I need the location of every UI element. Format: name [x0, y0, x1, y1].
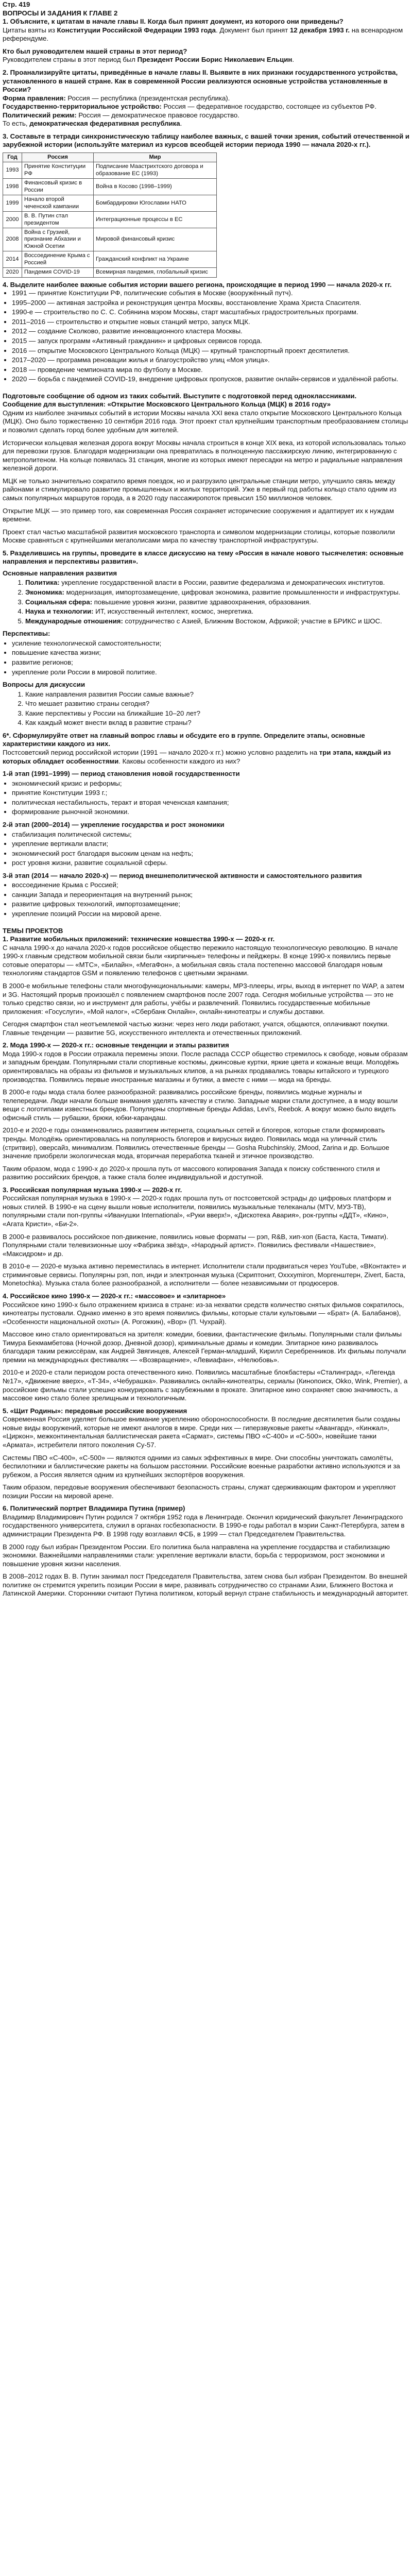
project-paragraph: Системы ПВО «С-400», «С-500» — являются одними из самых эффективных в мире. Они способны уничтожать самолёты, беспилотники и баллистические ракеты на большом расстоянии. Российские военные разработки активно используются и за рубежом, а Россия является одним из крупнейших экспортёров вооружения. [3, 1453, 400, 1479]
list-item: 4. Наука и технологии: ИТ, искусственный интеллект, космос, энергетика. [25, 607, 409, 616]
list-item: • 2020 — борьба с пандемией COVID-19, внедрение цифровых пропусков, развитие онлайн-сервисов и удалённой работы. [12, 375, 409, 384]
stage-list [3, 831, 409, 868]
list-item: • экономический рост благодаря высоким ценам на нефть; [12, 850, 409, 858]
world-cell: Подписание Маастрихтского договора и образование ЕС (1993) [94, 162, 217, 179]
projects-title: ТЕМЫ ПРОЕКТОВ [3, 926, 63, 935]
project-paragraph: С начала 1990-х до начала 2020-х годов российское общество пережило настоящую технологическую революцию. В начале 1990-х главным средством мобильной связи были «кирпичные» телефоны и пейджеры. В конце 1990-х появились первые сотовые операторы — «МТС», «Билайн», «МегаФон», а мобильная связь стала постепенно массовой благодаря новым технологиям стандартов GSM и появлению телефонов с цветными экранами. [3, 943, 398, 977]
question-6: 6*. Сформулируйте ответ на главный вопрос главы и обсудите его в группе. Определите этапы, основные характеристики каждого из них. [3, 731, 365, 748]
project-paragraph: 2010-е и 2020-е годы ознаменовались развитием интернета, социальных сетей и блогеров, которые стали формировать тренды. Молодёжь ориентировалась на популярность блогеров и вирусных видео. Появилась мода на уличный стиль (стритвир), оверсайз, минимализм. Появились отечественные бренды — Gosha Rubchinskiy, 2Mood, Zarina и др. Большое значение приобрели экологическая мода, вторичная переработка тканей и этичное производство. [3, 1126, 389, 1160]
list-item: • 2011–2016 — строительство и открытие новых станций метро, запуск МЦК. [12, 318, 409, 327]
perspectives-title: Перспективы: [3, 630, 50, 638]
stage-list [3, 881, 409, 918]
project-heading: 6. Политический портрет Владимира Путина (пример) [3, 1504, 185, 1513]
list-item: 1. Какие направления развития России самые важные? [25, 690, 409, 699]
list-item: • развитие цифровых технологий, импортозамещение; [12, 900, 409, 909]
project-paragraph: В 2000 году был избран Президентом России. Его политика была направлена на укрепление государства и стабилизацию экономики. Важнейшими направлениями стали: укрепление вертикали власти, борьба с терроризмом, рост экономики и повышение уровня жизни населения. [3, 1543, 390, 1568]
year-cell: 2000 [3, 212, 22, 228]
world-cell: Мировой финансовый кризис [94, 228, 217, 251]
project-heading: 5. «Щит Родины»: передовые российские вооружения [3, 1406, 187, 1415]
project-paragraph: Современная Россия уделяет большое внимание укреплению обороноспособности. В последние десятилетия были созданы новые виды вооружений, которые не имеют аналогов в мире. Среди них — гиперзвуковые ракеты «Авангард», «Кинжал», «Циркон», межконтинентальная баллистическая ракета «Сармат», системы ПВО «С-400» и «С-500», новейшие танки «Армата», истребители пятого поколения Су-57. [3, 1415, 400, 1449]
question-2: 2. Проанализируйте цитаты, приведённые в начале главы II. Выявите в них признаки государственного устройства, установленного в нашей стране. Как в современной России реализуются основные устройства установленные в России? [3, 68, 398, 94]
question-1b: Кто был руководителем нашей страны в этот период? [3, 47, 187, 55]
table-row [3, 212, 217, 228]
list-item: • воссоединение Крыма с Россией; [12, 881, 409, 890]
report-paragraph: Открытие МЦК — это пример того, как современная Россия сохраняет исторические сооружения и адаптирует их к нуждам времени. [3, 506, 394, 523]
table-header: Россия [22, 153, 94, 162]
question-3: 3. Составьте в тетради синхронистическую таблицу наиболее важных, с вашей точки зрения, событий отечественной и зарубежной истории (используйте материал из курсов всеобщей истории периода 1990 — начала 2020-х гг.). [3, 132, 409, 149]
russia-cell: Принятие Конституции РФ [22, 162, 94, 179]
project-paragraph: Российская популярная музыка в 1990-х — 2020-х годах прошла путь от постсоветской эстрады до цифровых платформ и новых стилей. В 1990-е на сцену вышли новые исполнители, появились музыкальные телеканалы (MTV, МУЗ-ТВ), популярными стали поп-группы «Иванушки International», «Руки вверх!», «Дискотека Авария», рок-группы «ДДТ», «Кино», «Агата Кристи», «Би-2». [3, 1194, 391, 1228]
list-item: • укрепление роли России в мировой политике. [12, 668, 409, 677]
russia-cell: Финансовый кризис в России [22, 179, 94, 195]
list-item: • формирование рыночной экономики. [12, 808, 409, 817]
project-paragraph: Владимир Владимирович Путин родился 7 октября 1952 года в Ленинграде. Окончил юридический факультет Ленинградского государственного университета, служил в органах госбезопасности. В 1990-е годы работал в мэрии Санкт-Петербурга, затем в администрации Президента РФ. В 1998 году возглавил ФСБ, в 1999 — стал Председателем Правительства. [3, 1513, 405, 1538]
table-row [3, 228, 217, 251]
list-item: 3. Социальная сфера: повышение уровня жизни, развитие здравоохранения, образования. [25, 598, 409, 607]
discussion-questions-title: Вопросы для дискуссии [3, 681, 85, 689]
table-row [3, 162, 217, 179]
answer-6-intro: Постсоветский период российской истории (1991 — начало 2020-х гг.) можно условно разделить на три этапа, каждый из которых обладает особенностями. Каковы особенности каждого из них? [3, 749, 391, 765]
project-heading: 2. Мода 1990-х — 2020-х гг.: основные тенденции и этапы развития [3, 1041, 229, 1049]
project-heading: 4. Российское кино 1990-х — 2020-х гг.: «массовое» и «элитарное» [3, 1292, 226, 1300]
discussion-questions-list [3, 690, 409, 727]
world-cell: Всемирная пандемия, глобальный кризис [94, 268, 217, 277]
project-paragraph: В 2008–2012 годах В. В. Путин занимал пост Председателя Правительства, затем снова был избран Президентом. Во внешней политике он стремится укрепить позиции России в мире, развивать сотрудничество со странами Азии, Ближнего Востока и Латинской Америки. Сторонники считают Путина политиком, который вернул стране стабильность и международный авторитет. [3, 1572, 409, 1598]
project-paragraph: В 2000-е годы мода стала более разнообразной: развивались российские бренды, появились модные журналы и телепередачи. Люди начали больше внимания уделять качеству и стилю. Западные марки стали доступнее, а в моду вошли вещи с логотипами известных брендов. Популярны спортивные бренды Adidas, Levi's, Reebok. А вокруг можно было видеть офисный стиль — рубашки, брюки, юбки-карандаш. [3, 1088, 398, 1122]
table-row [3, 268, 217, 277]
list-item: • политическая нестабильность, теракт и вторая чеченская кампания; [12, 799, 409, 807]
project-paragraph: В 2010-е — 2020-е музыка активно переместилась в интернет. Исполнители стали продвигаться через YouTube, «ВКонтакте» и стриминговые сервисы. Популярны рэп, поп, инди и электронная музыка (Скриптонит, Oxxxymiron, Моргенштерн, Zivert, Баста, Monetochka). Музыка стала более разнообразной, а исполнители — более независимыми от продюсеров. [3, 1262, 406, 1287]
list-item: • повышение качества жизни; [12, 649, 409, 657]
russia-cell: Воссоединение Крыма с Россией [22, 251, 94, 268]
list-item: • рост уровня жизни, развитие социальной сферы. [12, 859, 409, 868]
year-cell: 2020 [3, 268, 22, 277]
list-item: • 1990-е — строительство по С. С. Собянина мэром Москвы, старт масштабных градостроительных программ. [12, 308, 409, 317]
synchronistic-table [3, 152, 217, 278]
year-cell: 1999 [3, 195, 22, 212]
year-cell: 2008 [3, 228, 22, 251]
year-cell: 1993 [3, 162, 22, 179]
table-header-row [3, 153, 217, 162]
list-item: • 1991 — принятие Конституции РФ, политические события в Москве (вооружённый путч). [12, 289, 409, 298]
russia-cell: В. В. Путин стал президентом [22, 212, 94, 228]
list-item: • 2017–2020 — программа реновации жилья и благоустройство улиц «Моя улица». [12, 356, 409, 365]
list-item: • 2018 — проведение чемпионата мира по футболу в Москве. [12, 366, 409, 375]
list-item: 3. Какие перспективы у России на ближайшие 10–20 лет? [25, 709, 409, 718]
report-title: Сообщение для выступления: «Открытие Московского Центрального Кольца (МЦК) в 2016 году» [3, 400, 331, 409]
question-4: 4. Выделите наиболее важные события истории вашего региона, происходящие в период 1990 — начала 2020-х гг. [3, 280, 392, 289]
page-title: ВОПРОСЫ И ЗАДАНИЯ К ГЛАВЕ 2 [3, 9, 118, 17]
project-paragraph: Массовое кино стало ориентироваться на зрителя: комедии, боевики, фантастические фильмы. Популярными стали фильмы Тимура Бекмамбетова (Ночной дозор, Дневной дозор), криминальные драмы и комедии. Элитарное кино развивалось благодаря таким режиссёрам, как Андрей Звягинцев, Алексей Герман-младший, Кирилл Серебренников. Их фильмы получали премии на международных фестивалях — «Возвращение», «Левиафан», «Нелюбовь». [3, 1330, 406, 1364]
list-item: • 1995–2000 — активная застройка и реконструкция центра Москвы, восстановление Храма Христа Спасителя. [12, 299, 409, 308]
table-header: Мир [94, 153, 217, 162]
report-paragraph: Проект стал частью масштабной развития московского транспорта и символом модернизации столицы, которые позволили Москве сравняться с крупнейшими мегаполисами мира по качеству транспортной инфраструктуры. [3, 528, 395, 545]
list-item: • принятие Конституции 1993 г.; [12, 789, 409, 798]
world-cell: Бомбардировки Югославии НАТО [94, 195, 217, 212]
report-paragraph: Одним из наиболее значимых событий в истории Москвы начала XXI века стало открытие Московского Центрального Кольца (МЦК). Оно было торжественно 10 сентября 2016 года. Этот проект стал крупнейшим транспортным преобразованием столицы и позволил сделать город более удобным для жителей. [3, 409, 408, 434]
list-item: • укрепление вертикали власти; [12, 840, 409, 849]
world-cell: Война в Косово (1998–1999) [94, 179, 217, 195]
answer-2-line-4: То есть, демократическая федеративная республика. [3, 120, 182, 128]
list-item: 5. Международные отношения: сотрудничество с Азией, Ближним Востоком, Африкой; участие в БРИКС и ШОС. [25, 617, 409, 626]
year-cell: 1998 [3, 179, 22, 195]
directions-list [3, 579, 409, 625]
project-heading: 1. Развитие мобильных приложений: технические новшества 1990-х — 2020-х гг. [3, 935, 275, 943]
project-paragraph: Сегодня смартфон стал неотъемлемой частью жизни: через него люди работают, учатся, общаются, оплачивают покупки. Главные тенденции — развитие 5G, искусственного интеллекта и отечественных приложений. [3, 1020, 389, 1037]
list-item: • 2015 — запуск программ «Активный гражданин» и цифровых сервисов города. [12, 337, 409, 346]
world-cell: Интеграционные процессы в ЕС [94, 212, 217, 228]
table-row [3, 195, 217, 212]
russia-cell: Пандемия COVID-19 [22, 268, 94, 277]
russia-cell: Начало второй чеченской кампании [22, 195, 94, 212]
project-heading: 3. Российская популярная музыка 1990-х — 2020-х гг. [3, 1185, 182, 1194]
question-1: 1. Объясните, к цитатам в начале главы II. Когда был принят документ, из которого они приведены? [3, 18, 344, 26]
list-item: • экономический кризис и реформы; [12, 779, 409, 788]
answer-1b: Руководителем страны в этот период был Президент России Борис Николаевич Ельцин. [3, 56, 295, 64]
project-paragraph: Российское кино 1990-х было отражением кризиса в стране: из-за нехватки средств количество снятых фильмов сократилось, кинотеатры пустовали. Однако именно в это время появились фильмы, которые стали культовыми — «Брат» (А. Балабанов), «Особенности национальной охоты» (А. Рогожкин), «Вор» (П. Чухрай). [3, 1300, 404, 1326]
project-paragraph: Таким образом, передовые вооружения обеспечивают безопасность страны, служат сдерживающим фактором и укрепляют позиции России на мировой арене. [3, 1483, 396, 1500]
list-item: • 2012 — создание Сколково, развитие инновационного кластера Москвы. [12, 327, 409, 336]
project-paragraph: 2010-е и 2020-е стали периодом роста отечественного кино. Появились масштабные блокбастеры «Сталинград», «Легенда №17», «Движение вверх», «Т-34», «Чебурашка». Развивались онлайн-кинотеатры, сериалы (Кинопоиск, Okko, Wink, Premier), а российские фильмы стали успешно конкурировать с зарубежными в прокате. Элитарное кино сохраняет свою значимость, а массовое кино стало более зрелищным и технологичным. [3, 1368, 408, 1402]
region-events-list [3, 289, 409, 384]
list-item: 1. Политика: укрепление государственной власти в России, развитие федерализма и демократических институтов. [25, 579, 409, 587]
list-item: • развитие регионов; [12, 658, 409, 667]
list-item: • санкции Запада и переориентация на внутренний рынок; [12, 891, 409, 900]
project-paragraph: В 2000-е мобильные телефоны стали многофункциональными: камеры, MP3-плееры, игры, выход в интернет по WAP, а затем и 3G. Настоящий прорыв произошёл с появлением смартфонов после 2007 года. Сегодня мобильные устройства — это не только средство связи, но и инструмент для работы, учёбы и развлечений. Появились государственные мобильные приложения: «Госуслуги», «Мой налог», «Сбербанк Онлайн», онлайн-кинотеатры и службы доставки. [3, 981, 404, 1015]
question-5: 5. Разделившись на группы, проведите в классе дискуссию на тему «Россия в начале нового тысячелетия: основные направления и перспективы развития». [3, 549, 404, 566]
stage-title: 2-й этап (2000–2014) — укрепление государства и рост экономики [3, 820, 225, 828]
table-row [3, 251, 217, 268]
perspectives-list [3, 639, 409, 676]
stage-title: 1-й этап (1991–1999) — период становления новой государственности [3, 770, 240, 778]
question-4b: Подготовьте сообщение об одном из таких событий. Выступите с подготовкой перед одноклассниками. [3, 392, 357, 400]
year-cell: 2014 [3, 251, 22, 268]
list-item: 2. Экономика: модернизация, импортозамещение, цифровая экономика, развитие промышленности и инфраструктуры. [25, 588, 409, 597]
list-item: • стабилизация политической системы; [12, 831, 409, 839]
directions-title: Основные направления развития [3, 569, 117, 577]
stage-list [3, 779, 409, 817]
russia-cell: Война с Грузией, признание Абхазии и Южной Осетии [22, 228, 94, 251]
stage-title: 3-й этап (2014 — начало 2020-х) — период внешнеполитической активности и самостоятельного развития [3, 871, 362, 879]
project-paragraph: Таким образом, мода с 1990-х до 2020-х прошла путь от массового копирования Запада к поиску собственного стиля и развитию российских брендов, а также стала более индивидуальной и доступной. [3, 1164, 380, 1181]
report-paragraph: МЦК не только значительно сократило время поездок, но и разгрузило центральные станции метро, улучшило связь между районами и стимулировало развитие промышленных и жилых территорий. Уже в первый год работы кольцо стало одним из самых популярных маршрутов города, а в 2020 году пассажиропоток превысил 150 миллионов человек. [3, 477, 397, 502]
list-item: • 2016 — открытие Московского Центрального Кольца (МЦК) — крупный транспортный проект десятилетия. [12, 347, 409, 355]
answer-1: Цитаты взяты из Конституции Российской Федерации 1993 года. Документ был принят 12 декабря 1993 г. на всенародном референдуме. [3, 26, 403, 43]
list-item: • усиление технологической самостоятельности; [12, 639, 409, 648]
world-cell: Гражданский конфликт на Украине [94, 251, 217, 268]
list-item: • укрепление позиций России на мировой арене. [12, 910, 409, 919]
list-item: 4. Как каждый может внести вклад в развитие страны? [25, 719, 409, 727]
list-item: 2. Что мешает развитию страны сегодня? [25, 700, 409, 708]
table-header: Год [3, 153, 22, 162]
project-paragraph: В 2000-е развивалось российское поп-движение, появились новые форматы — рэп, R&B, хип-хоп (Баста, Каста, Тимати). Популярными стали телевизионные шоу «Фабрика звёзд», «Народный артист». Появились фестивали «Нашествие», «Максидром» и др. [3, 1232, 388, 1258]
project-paragraph: Мода 1990-х годов в России отражала перемены эпохи. После распада СССР общество стремилось к свободе, новым образам и западным брендам. Популярными стали спортивные костюмы, джинсовые куртки, яркие цвета и кожаные вещи. Молодёжь ориентировалась на образы из фильмов и музыкальных клипов, а на рынках продавались товары китайского и турецкого производства. Появились первые иностранные магазины и бутики, а вместе с ними — мода на бренды. [3, 1049, 408, 1083]
report-paragraph: Исторически кольцевая железная дорога вокруг Москвы начала строиться в конце XIX века, из которой использовалась только для перевозки грузов. Благодаря модернизации она превратилась в полноценную пассажирскую линию, интегрированную с метрополитеном. На кольце появилась 31 станция, многие из которых имеют пересадки на метро и радиальные направления железной дороги. [3, 438, 406, 472]
table-row [3, 179, 217, 195]
answer-2-line-3: Политический режим: Россия — демократическое правовое государство. [3, 111, 239, 119]
answer-2-line-2: Государственно-территориальное устройство: Россия — федеративное государство, состоящее из субъектов РФ. [3, 103, 376, 111]
page-number: Стр. 419 [3, 1, 30, 8]
answer-2-line-1: Форма правления: Россия — республика (президентская республика). [3, 94, 230, 102]
